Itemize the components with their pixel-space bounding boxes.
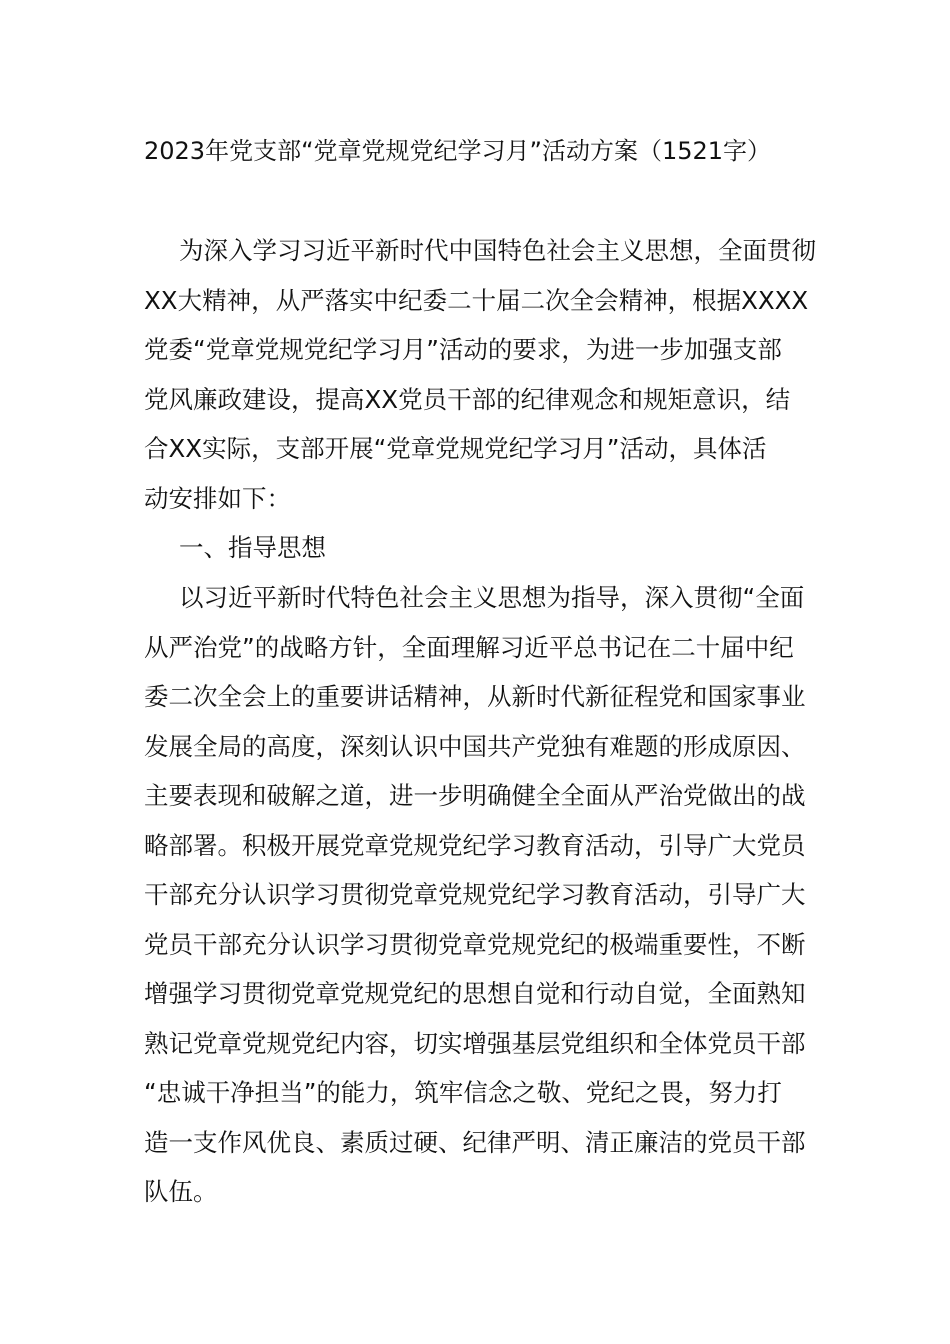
section-heading	[144, 523, 808, 573]
paragraph-line: 为深入学习习近平新时代中国特色社会主义思想，全面贯彻	[179, 236, 816, 265]
paragraph-line: 发展全局的高度，深刻认识中国共产党独有难题的形成原因、	[144, 731, 806, 761]
paragraph-line: 干部充分认识学习贯彻党章党规党纪学习教育活动，引导广大	[144, 880, 806, 909]
section-heading-text: 一、指导思想	[179, 533, 326, 562]
paragraph-line: 增强学习贯彻党章党规党纪的思想自觉和行动自觉，全面熟知	[144, 979, 806, 1008]
paragraph-line: 党委“党章党规党纪学习月”活动的要求，为进一步加强支部	[144, 335, 782, 364]
paragraph-line: 队伍。	[144, 1177, 218, 1206]
paragraph-line: XX大精神，从严落实中纪委二十届二次全会精神，根据XXXX	[144, 285, 809, 315]
paragraph-line: “忠诚干净担当”的能力，筑牢信念之敬、党纪之畏，努力打	[144, 1078, 782, 1107]
paragraph-line: 合XX实际，支部开展“党章党规党纪学习月”活动，具体活	[144, 434, 767, 463]
paragraph-line: 略部署。积极开展党章党规党纪学习教育活动，引导广大党员	[144, 830, 806, 860]
paragraph-line: 委二次全会上的重要讲话精神，从新时代新征程党和国家事业	[144, 682, 806, 711]
intro-paragraph	[144, 226, 816, 523]
document-title: 2023年党支部“党章党规党纪学习月”活动方案（1521字）	[144, 137, 772, 165]
paragraph-line: 动安排如下：	[144, 483, 291, 513]
paragraph-line: 从严治党”的战略方针，全面理解习近平总书记在二十届中纪	[144, 632, 794, 662]
paragraph-line: 主要表现和破解之道，进一步明确健全全面从严治党做出的战	[144, 781, 806, 810]
paragraph-line: 党员干部充分认识学习贯彻党章党规党纪的极端重要性，不断	[144, 929, 806, 959]
paragraph-line: 党风廉政建设，提高XX党员干部的纪律观念和规矩意识，结	[144, 384, 791, 414]
section-paragraph	[144, 573, 808, 1217]
paragraph-line: 造一支作风优良、素质过硬、纪律严明、清正廉洁的党员干部	[144, 1127, 806, 1157]
paragraph-line: 以习近平新时代特色社会主义思想为指导，深入贯彻“全面	[179, 583, 805, 612]
paragraph-line: 熟记党章党规党纪内容，切实增强基层党组织和全体党员干部	[144, 1028, 806, 1058]
